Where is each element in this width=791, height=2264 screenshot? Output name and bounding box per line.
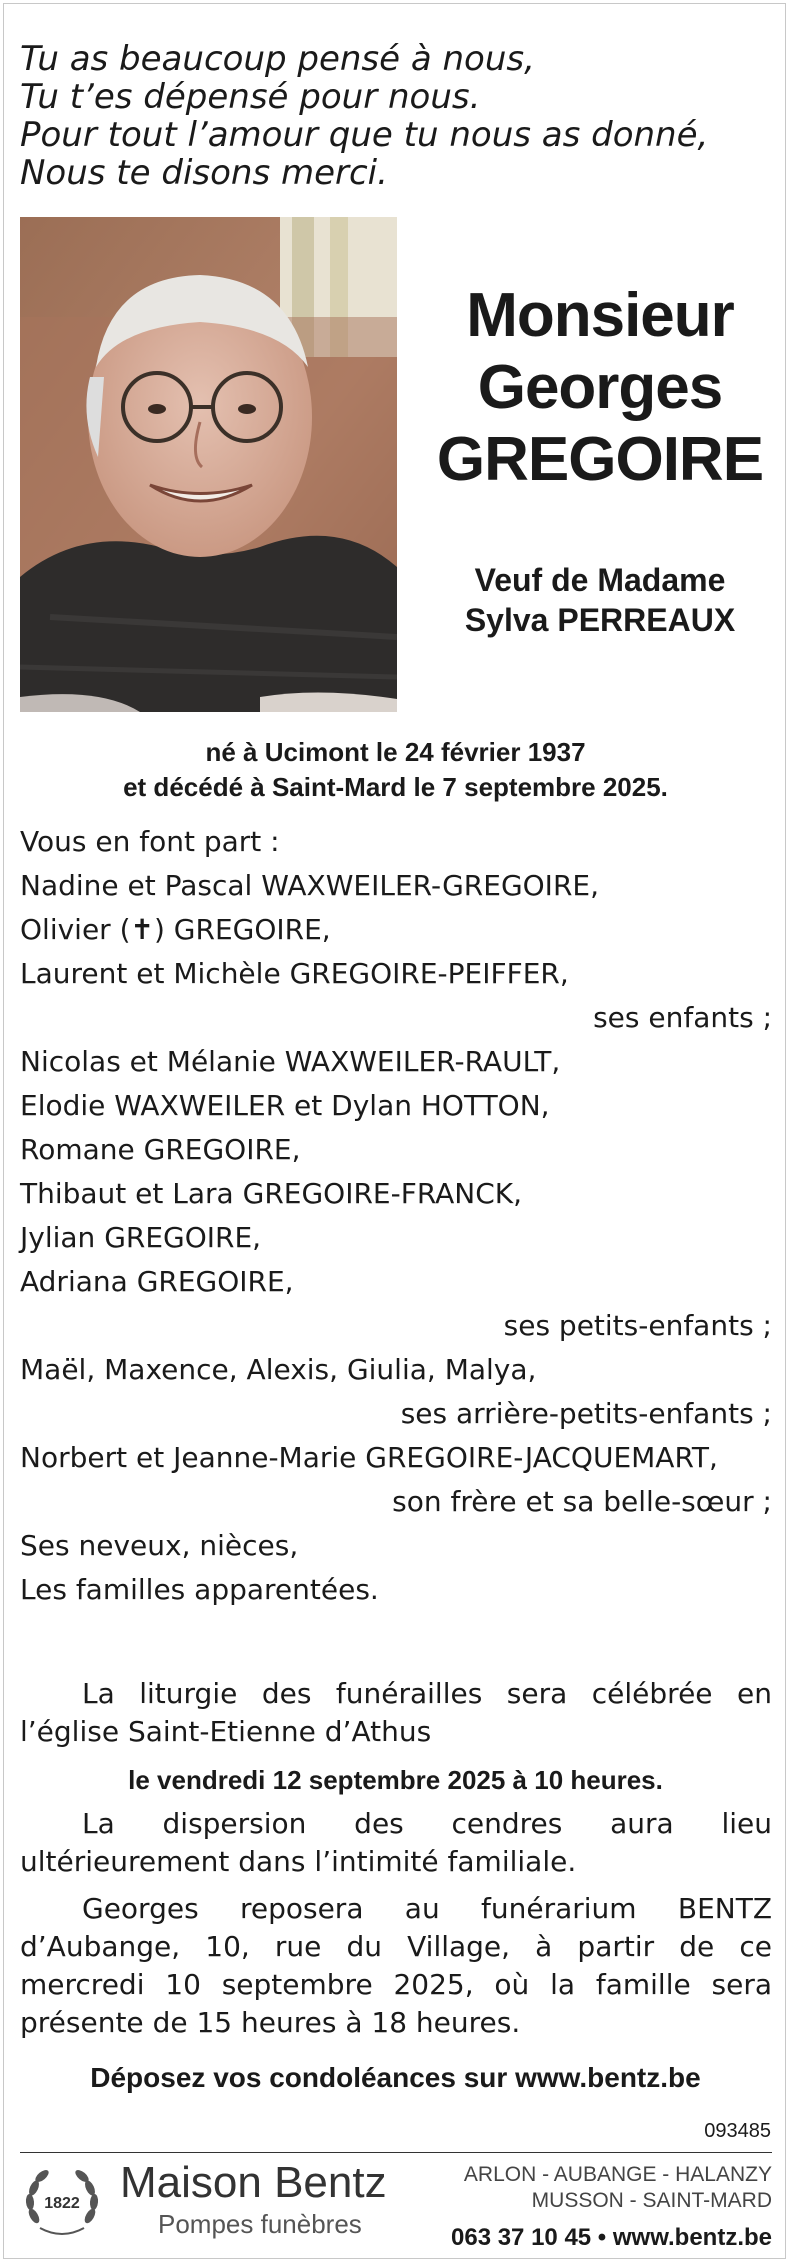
family-member-line: Elodie WAXWEILER et Dylan HOTTON, bbox=[20, 1089, 550, 1122]
family-member-line: Laurent et Michèle GREGOIRE-PEIFFER, bbox=[20, 957, 569, 990]
poem-line: Tu t’es dépensé pour nous. bbox=[20, 77, 481, 117]
contact-info bbox=[420, 2162, 772, 2256]
family-member-line: Adriana GREGOIRE, bbox=[20, 1265, 294, 1298]
reference-number: 093485 bbox=[704, 2120, 771, 2142]
liturgy-text: La liturgie des funérailles sera célébrée en l’église Saint-Etienne d’Athus bbox=[20, 1677, 772, 1748]
family-member-line: Romane GREGOIRE, bbox=[20, 1133, 301, 1166]
locations-line: ARLON - AUBANGE - HALANZY bbox=[463, 2163, 772, 2186]
locations-line: MUSSON - SAINT-MARD bbox=[531, 2189, 772, 2212]
spouse-line: Veuf de Madame bbox=[474, 562, 726, 598]
dispersion-text: La dispersion des cendres aura lieu ultérieurement dans l’intimité familiale. bbox=[20, 1807, 772, 1878]
phone-web-line: 063 37 10 45 • www.bentz.be bbox=[451, 2224, 772, 2251]
portrait-photo bbox=[20, 217, 397, 712]
condolences-line: Déposez vos condoléances sur www.bentz.be bbox=[90, 2062, 701, 2093]
family-member-line: Ses neveux, nièces, bbox=[20, 1529, 299, 1562]
life-dates bbox=[0, 735, 791, 805]
poem-line: Tu as beaucoup pensé à nous, bbox=[20, 39, 535, 79]
relationship-label: ses enfants ; bbox=[593, 1001, 772, 1034]
footer-divider bbox=[20, 2152, 772, 2153]
family-member-line: Jylian GREGOIRE, bbox=[20, 1221, 262, 1254]
family-member-line: Olivier (✝) GREGOIRE, bbox=[20, 913, 331, 946]
relationship-label: ses arrière-petits-enfants ; bbox=[400, 1397, 772, 1430]
deceased-last-name: GREGOIRE bbox=[436, 425, 764, 494]
deceased-first-name: Georges bbox=[477, 353, 723, 422]
deceased-name bbox=[420, 280, 780, 496]
logo-year: 1822 bbox=[44, 2195, 80, 2212]
poem bbox=[20, 40, 760, 192]
poem-line: Pour tout l’amour que tu nous as donné, bbox=[20, 115, 709, 155]
poem-line: Nous te disons merci. bbox=[20, 153, 388, 193]
spouse-name: Sylva PERREAUX bbox=[464, 602, 736, 638]
brand-name: Maison Bentz bbox=[120, 2158, 387, 2207]
relationship-label: ses petits-enfants ; bbox=[503, 1309, 772, 1342]
family-member-line: Nicolas et Mélanie WAXWEILER-RAULT, bbox=[20, 1045, 561, 1078]
brand bbox=[120, 2158, 420, 2240]
laurel-wreath-icon bbox=[20, 2160, 104, 2244]
brand-subtitle: Pompes funèbres bbox=[158, 2209, 362, 2239]
ceremony-date: le vendredi 12 septembre 2025 à 10 heures. bbox=[128, 1765, 663, 1795]
spouse-info bbox=[420, 560, 780, 640]
family-intro: Vous en font part : bbox=[20, 825, 280, 858]
family-list bbox=[20, 820, 772, 1612]
birth-line: né à Ucimont le 24 février 1937 bbox=[205, 737, 586, 767]
deceased-title: Monsieur bbox=[466, 281, 734, 350]
family-member-line: Thibaut et Lara GREGOIRE-FRANCK, bbox=[20, 1177, 523, 1210]
family-member-line: Norbert et Jeanne-Marie GREGOIRE-JACQUEMART, bbox=[20, 1441, 718, 1474]
relationship-label: son frère et sa belle-sœur ; bbox=[392, 1485, 772, 1518]
family-member-line: Les familles apparentées. bbox=[20, 1573, 379, 1606]
family-member-line: Nadine et Pascal WAXWEILER-GREGOIRE, bbox=[20, 869, 599, 902]
visitation-text: Georges reposera au funérarium BENTZ d’Aubange, 10, rue du Village, à partir de ce mercredi 10 septembre 2025, où la famille sera présente de 15 heures à 18 heures. bbox=[20, 1892, 772, 2039]
family-member-line: Maël, Maxence, Alexis, Giulia, Malya, bbox=[20, 1353, 537, 1386]
death-line: et décédé à Saint-Mard le 7 septembre 2025. bbox=[123, 772, 668, 802]
